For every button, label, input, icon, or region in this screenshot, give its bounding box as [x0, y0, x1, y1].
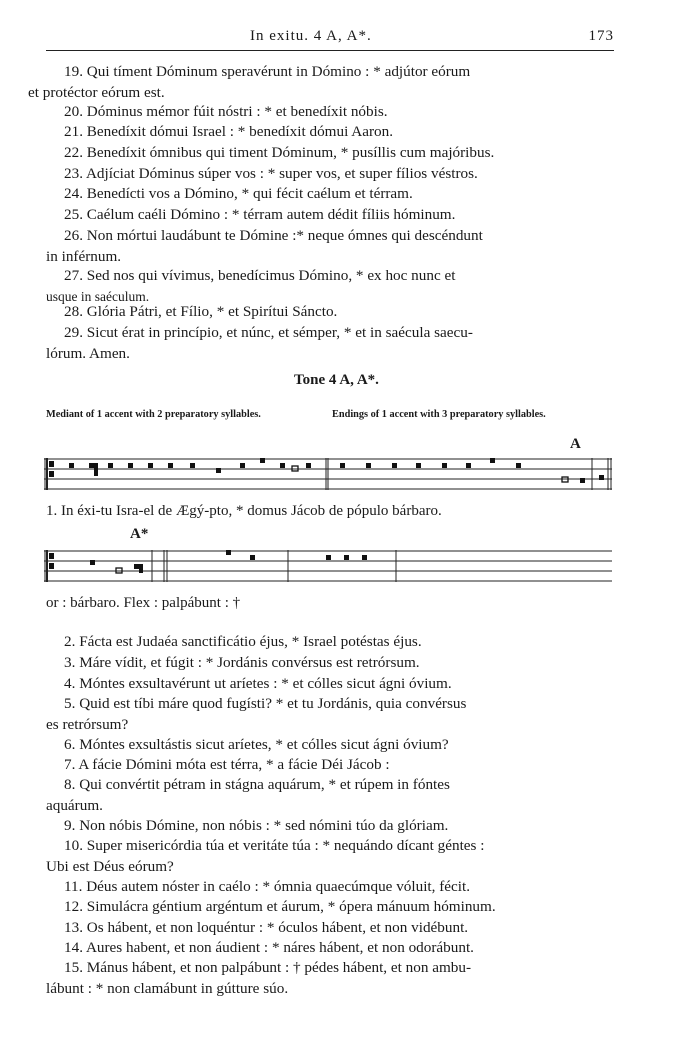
verse-26: 26. Non mórtui laudábunt te Dómine :* neque ómnes qui descéndunt in inférnum. [46, 227, 483, 265]
chant-lyric-line-2: or : bárbaro. Flex : palpábunt : † [46, 595, 241, 611]
chant-staff-1 [44, 455, 614, 497]
verse-29: 29. Sicut érat in princípio, et núnc, et sémper, * et in saécula saecu- lórum. Amen. [46, 324, 473, 362]
verse-3: 3. Máre vídit, et fúgit : * Jordánis convérsus est retrórsum. [64, 654, 420, 671]
verse-28: 28. Glória Pátri, et Fílio, * et Spirítui Sáncto. [64, 303, 338, 320]
header-rule [46, 50, 614, 51]
verse-2: 2. Fácta est Judaéa sanctificátio éjus, * Israel potéstas éjus. [64, 633, 422, 650]
verse-14: 14. Aures habent, et non áudient : * náres hábent, et non odorábunt. [64, 939, 474, 956]
chant-staff-2 [44, 547, 614, 589]
tone-title: Tone 4 A, A*. [294, 372, 379, 388]
verse-5: 5. Quid est tíbi máre quod fugísti? * et tu Jordánis, quia convérsus es retrórsum? [46, 695, 467, 733]
verse-11: 11. Déus autem nóster in caélo : * ómnia quaecúmque vóluit, fécit. [64, 878, 471, 895]
page-number: 173 [588, 28, 614, 44]
verse-15: 15. Mánus hábent, et non palpábunt : † pédes hábent, et non ambu- lábunt : * non clamábunt in gútture súo. [46, 959, 472, 997]
verse-21: 21. Benedíxit dómui Israel : * benedíxit dómui Aaron. [64, 123, 394, 140]
ending-a-label: A [570, 436, 581, 452]
verse-7: 7. A fácie Dómini móta est térra, * a fácie Déi Jácob : [64, 756, 390, 773]
verse-24: 24. Benedícti vos a Dómino, * qui fécit caélum et térram. [64, 185, 413, 202]
mediant-note: Mediant of 1 accent with 2 preparatory syllables. [46, 409, 261, 420]
chant-lyric-line-1: 1. In éxi-tu Isra-el de Ægý-pto, * domus Jácob de pópulo bárbaro. [46, 503, 442, 519]
verse-20: 20. Dóminus mémor fúit nóstri : * et benedíxit nóbis. [64, 103, 388, 120]
verse-9: 9. Non nóbis Dómine, non nóbis : * sed nómini túo da glóriam. [64, 817, 449, 834]
verse-8: 8. Qui convértit pétram in stágna aquárum, * et rúpem in fóntes aquárum. [46, 776, 450, 814]
verse-13: 13. Os hábent, et non loquéntur : * óculos hábent, et non vidébunt. [64, 919, 469, 936]
verse-6: 6. Móntes exsultástis sicut aríetes, * et cólles sicut ágni óvium? [64, 736, 449, 753]
verse-19: 19. Qui tíment Dóminum speravérunt in Dómino : * adjútor eórum et protéctor eórum est. [28, 63, 471, 101]
verse-27: 27. Sed nos qui vívimus, benedícimus Dómino, * ex hoc nunc et usque in saéculum. [46, 267, 456, 304]
verse-12: 12. Simulácra géntium argéntum et áurum, * ópera mánuum hóminum. [64, 898, 496, 915]
verse-25: 25. Caélum caéli Dómino : * térram autem dédit fíliis hóminum. [64, 206, 456, 223]
verse-22: 22. Benedíxit ómnibus qui timent Dóminum, * pusíllis cum majóribus. [64, 144, 495, 161]
verse-4: 4. Móntes exsultavérunt ut aríetes : * et cólles sicut ágni óvium. [64, 675, 452, 692]
ending-a-star-label: A* [130, 526, 149, 542]
endings-note: Endings of 1 accent with 3 preparatory syllables. [332, 409, 546, 420]
verse-23: 23. Adjíciat Dóminus súper vos : * super vos, et super fílios véstros. [64, 165, 478, 182]
verse-10: 10. Super misericórdia túa et veritáte túa : * nequándo dícant géntes : Ubi est Déus eórum? [46, 837, 485, 875]
running-title: In exitu. 4 A, A*. [250, 28, 372, 44]
running-header [46, 28, 614, 50]
